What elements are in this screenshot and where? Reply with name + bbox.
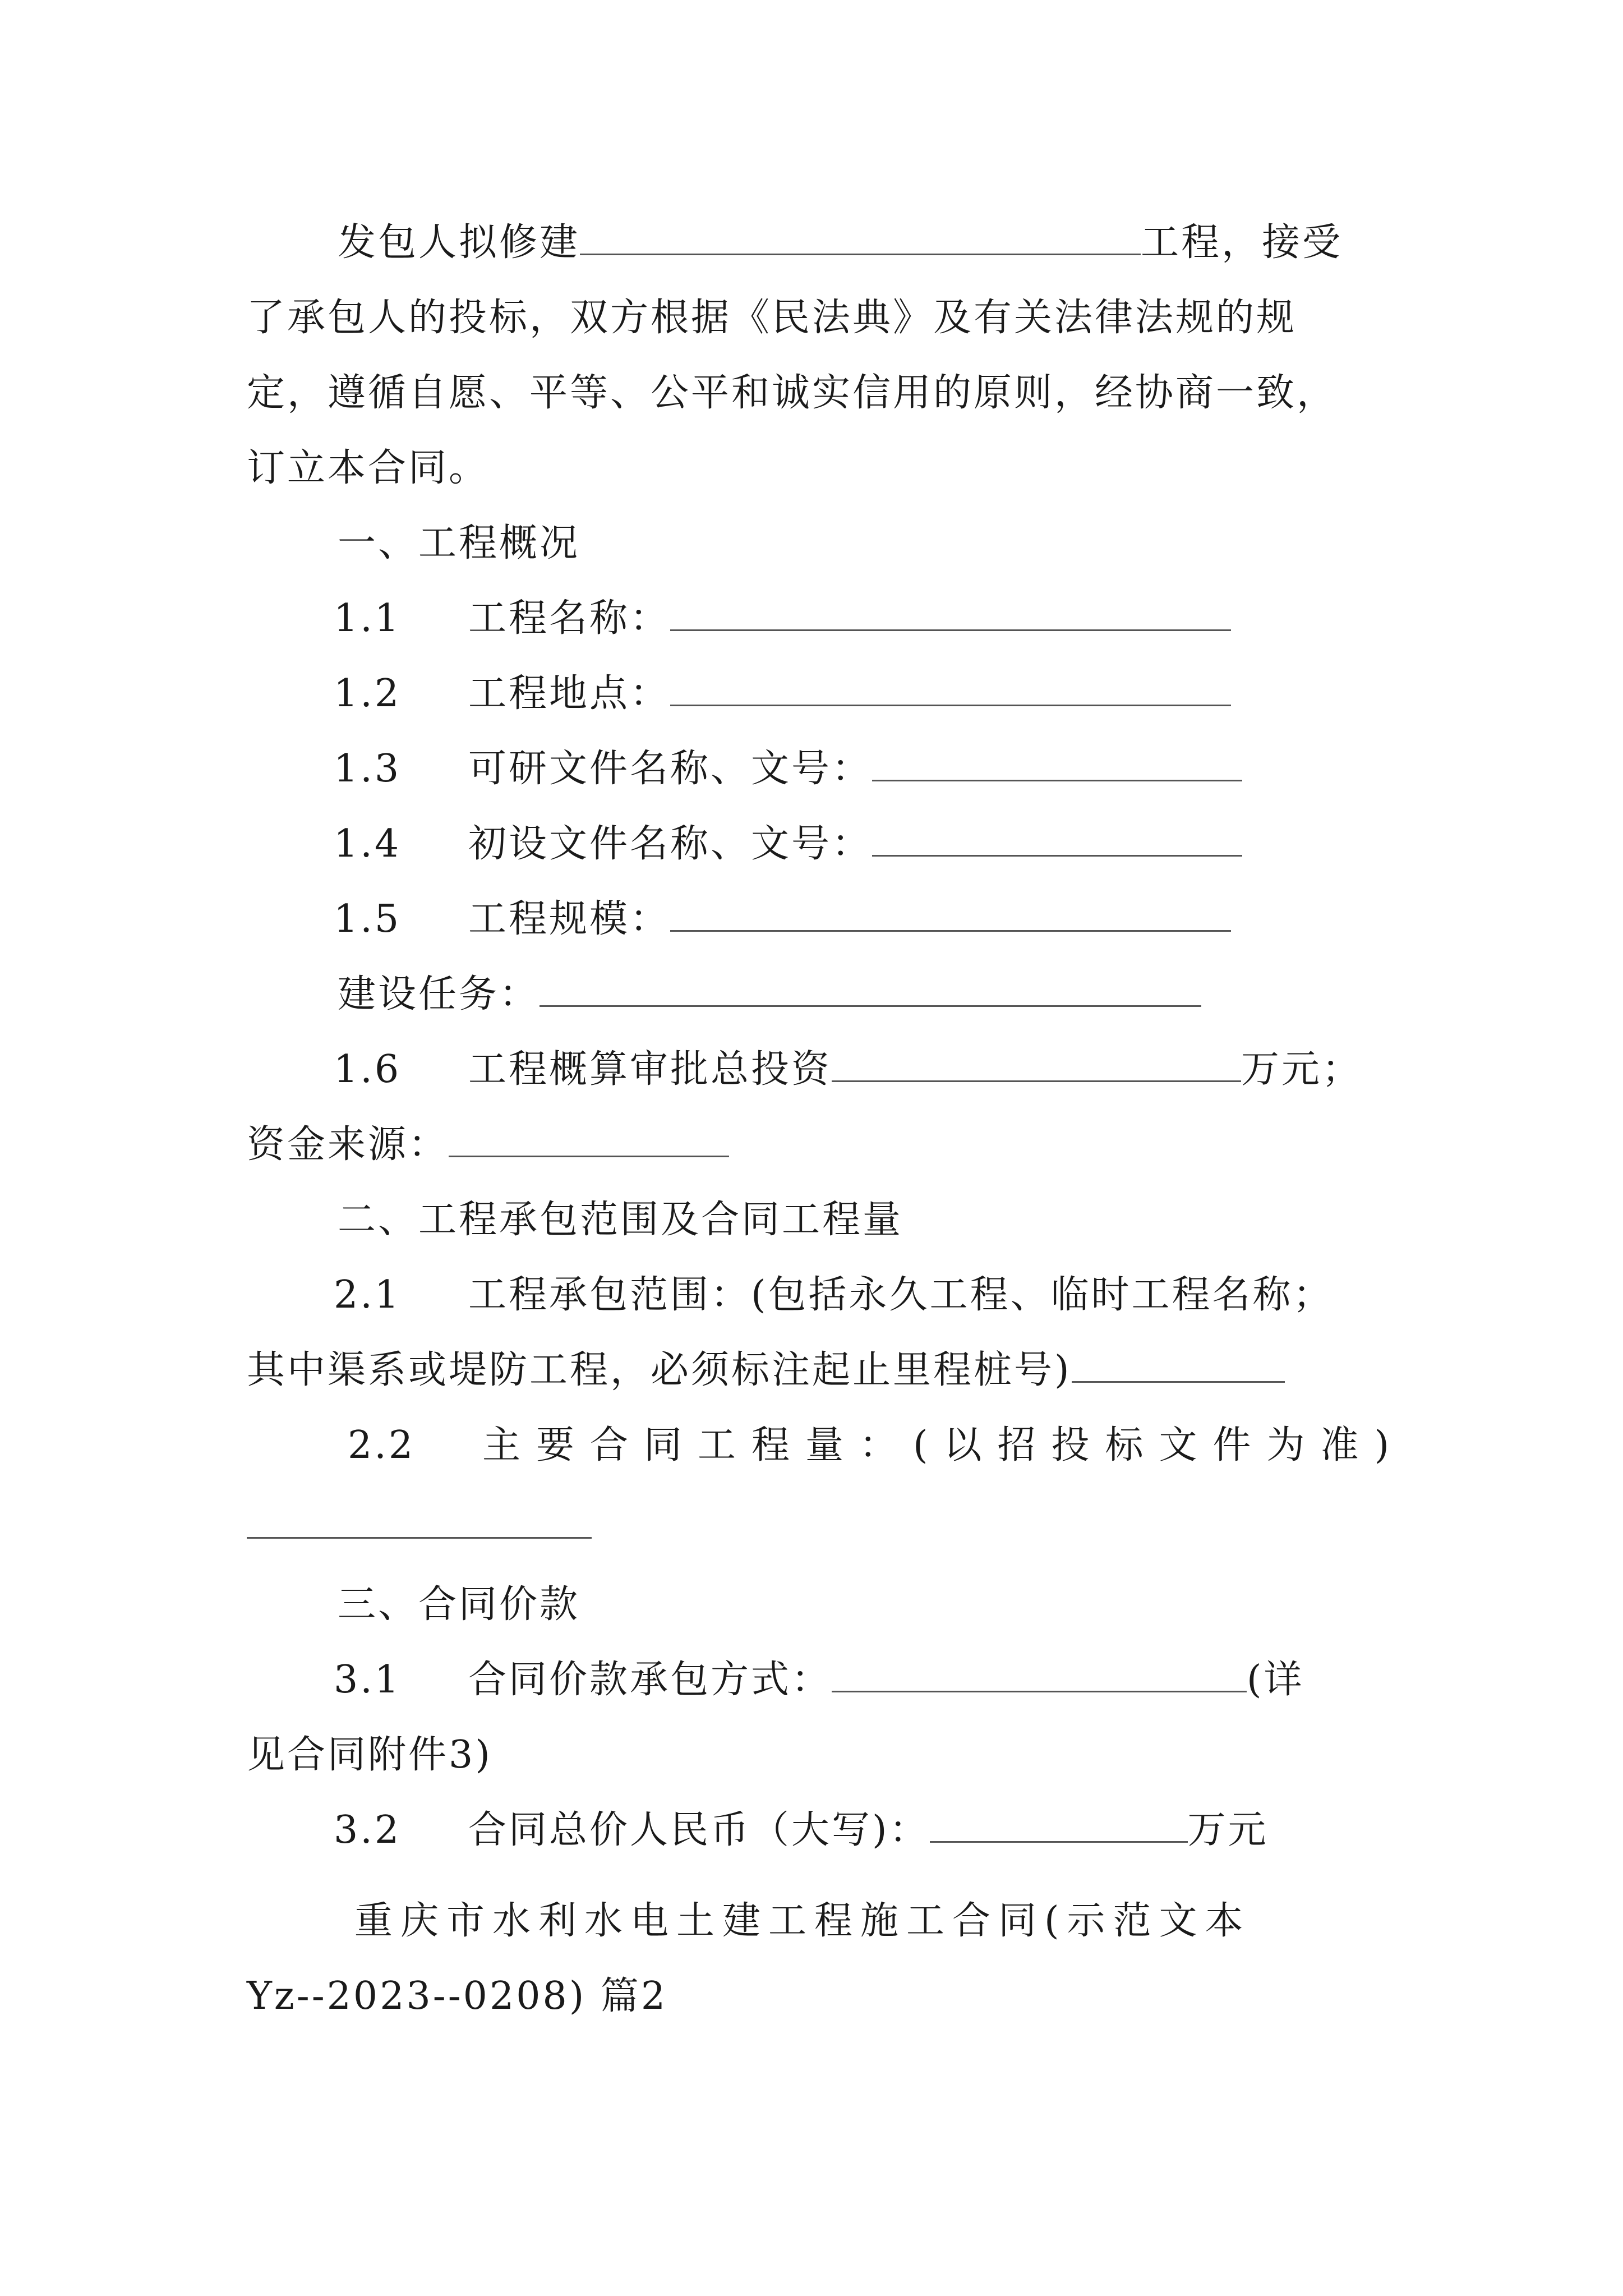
item-label: 工程地点： (468, 671, 671, 716)
item-number: 1.6 (334, 1047, 402, 1092)
section2-heading: 二、工程承包范围及合同工程量 (338, 1198, 903, 1242)
item-label: 工程名称： (468, 596, 671, 641)
item-3-2 (334, 1805, 1269, 1856)
item-2-1-cont (247, 1345, 1285, 1396)
project-title-blank[interactable] (670, 595, 1231, 631)
construction-task-blank[interactable] (540, 970, 1201, 1007)
investment-unit: 万元； (1241, 1047, 1363, 1092)
preamble-line-3: 定，遵循自愿、平等、公平和诚实信用的原则，经协商一致， (247, 371, 1338, 415)
item-label: 工程承包范围：(包括永久工程、临时工程名称； (468, 1273, 1334, 1317)
item-1-4 (334, 819, 1242, 869)
item-number: 3.2 (334, 1808, 402, 1852)
footer-title-line-1: 重庆市水利水电土建工程施工合同(示范文本 (354, 1899, 1251, 1943)
price-mode-blank[interactable] (832, 1656, 1247, 1692)
section3-heading: 三、合同价款 (338, 1582, 580, 1627)
project-scale-blank[interactable] (670, 895, 1231, 932)
item-label: 合同价款承包方式： (468, 1658, 832, 1702)
item-2-1 (334, 1270, 1334, 1320)
project-name-blank[interactable] (580, 219, 1141, 255)
item-label: 合同总价人民币（大写)： (468, 1808, 930, 1852)
item-label: 可研文件名称、文号： (468, 747, 873, 791)
item-label: 主要合同工程量：(以招投标文件为准) (482, 1423, 1405, 1467)
quantity-blank[interactable] (247, 1537, 592, 1539)
item-1-6 (334, 1045, 1362, 1095)
item-number: 2.1 (334, 1273, 402, 1317)
construction-task (338, 969, 1201, 1020)
fund-label: 资金来源： (247, 1122, 449, 1167)
fund-source-blank[interactable] (449, 1121, 729, 1157)
item-number: 1.1 (334, 596, 402, 641)
item-number: 3.1 (334, 1658, 402, 1702)
fund-source (247, 1120, 729, 1170)
item-1-1 (334, 593, 1231, 644)
item-3-1 (334, 1655, 1304, 1705)
preamble-line-4: 订立本合同。 (247, 446, 490, 490)
section1-heading: 一、工程概况 (338, 521, 580, 565)
preamble-line-2: 了承包人的投标，双方根据《民法典》及有关法律法规的规 (247, 296, 1297, 340)
preamble-text: 发包人拟修建 (338, 220, 580, 265)
item-number: 1.5 (334, 897, 402, 941)
item-number: 1.2 (334, 671, 402, 716)
item-label: 工程规模： (468, 897, 671, 941)
item-3-1-cont: 见合同附件3) (247, 1733, 492, 1777)
item-number: 1.3 (334, 747, 402, 791)
item-label: 初设文件名称、文号： (468, 822, 873, 866)
design-doc-blank[interactable] (872, 820, 1242, 857)
item-tail: (详 (1247, 1658, 1304, 1702)
task-label: 建设任务： (338, 972, 540, 1016)
item-label: 其中渠系或堤防工程，必须标注起止里程桩号) (247, 1348, 1072, 1392)
scope-blank[interactable] (1072, 1346, 1285, 1383)
feasibility-doc-blank[interactable] (872, 745, 1242, 781)
total-price-blank[interactable] (930, 1806, 1188, 1843)
investment-amount-blank[interactable] (832, 1046, 1241, 1082)
preamble-line-1 (338, 218, 1343, 268)
item-2-2 (348, 1420, 1405, 1471)
preamble-text: 工程，接受 (1141, 220, 1343, 265)
item-1-2 (334, 669, 1231, 719)
item-number: 2.2 (348, 1423, 416, 1467)
item-1-3 (334, 744, 1242, 794)
item-1-5 (334, 894, 1231, 945)
total-unit: 万元 (1187, 1808, 1269, 1852)
footer-title-line-2: Yz--2023--0208) 篇2 (247, 1974, 668, 2018)
item-number: 1.4 (334, 822, 402, 866)
project-location-blank[interactable] (670, 670, 1231, 706)
item-label: 工程概算审批总投资 (468, 1047, 832, 1092)
